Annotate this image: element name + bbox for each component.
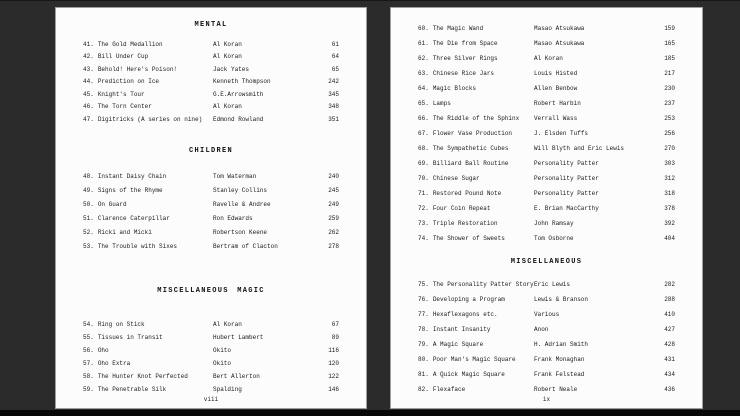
entry-author: Stanley Collins [213,187,268,194]
entry-title-cell [83,373,213,380]
entry-title-cell [83,116,213,123]
entry-number: 51. [83,215,94,222]
entry-title-cell [418,371,534,378]
entry-author: Personality Patter [534,190,599,197]
entry-number: 67. [418,130,429,137]
entry-title: The Sympathetic Cubes [432,145,509,152]
entry-number: 50. [83,201,94,208]
toc-entry [83,357,339,370]
entry-author: Ron Edwards [213,215,253,222]
entry-number: 57. [83,359,94,367]
entry-title-cell [418,386,534,393]
entry-title: Magic Blocks [432,85,477,92]
entry-page: 146 [328,385,339,393]
entry-number: 43. [83,65,94,73]
entry-title-cell [418,356,534,363]
entry-number: 72. [418,205,429,212]
entry-title: Flower Vase Production [432,130,513,137]
entry-title-cell [83,243,213,250]
entry-title-cell [83,229,213,236]
entry-author: Lewis & Branson [534,296,589,303]
entry-number: 75. [418,281,429,288]
toc-entry [418,367,675,382]
toc-entry [418,36,675,51]
entry-page: 404 [664,235,675,242]
entry-page: 253 [664,115,675,122]
section-heading: CHILDREN [188,146,233,155]
entry-title: Knight's Tour [97,90,145,98]
entry-title-cell [418,160,534,167]
page-content [56,8,366,396]
entry-page: 351 [328,115,339,123]
entry-author: Allen Benbow [534,85,578,92]
entry-title: The Personality Patter Story [432,281,534,288]
entry-author: Okito [213,346,232,354]
entry-title-cell [418,40,534,47]
section-heading: MENTAL [194,21,228,29]
entry-page: 392 [664,220,675,227]
entry-number: 63. [418,70,429,77]
toc-entry [83,344,339,357]
entry-author: Al Koran [213,103,242,111]
toc-entry [418,307,675,322]
entry-page: 312 [664,175,675,182]
entry-number: 41. [83,40,94,48]
entry-title-cell [83,78,213,85]
toc-entry [418,186,675,201]
entry-number: 60. [418,25,429,32]
entry-title-cell [418,296,534,303]
toc-section [418,21,675,246]
entry-author: Okito [213,359,232,367]
toc-entry [418,156,675,171]
entry-number: 66. [418,115,429,122]
entry-title: The Gold Medallion [97,40,163,48]
entry-title-cell [418,70,534,77]
entry-page: 159 [664,25,675,32]
entry-number: 62. [418,55,429,62]
section-heading: MISCELLANEOUS MAGIC [157,286,265,295]
toc-entry [83,170,339,184]
entry-author: Louis Histed [534,70,578,77]
entry-number: 68. [418,145,429,152]
entry-title-cell [418,235,534,242]
entry-number: 80. [418,356,429,363]
entry-title: Triple Restoration [432,220,498,227]
entry-number: 74. [418,235,429,242]
entry-title: Instant Daisy Chain [97,173,167,180]
entry-title: Behold! Here's Poison! [97,65,178,73]
entry-page: 165 [664,40,675,47]
entry-title-cell [418,115,534,122]
entry-number: 69. [418,160,429,167]
toc-entry [83,198,339,212]
entry-title: Clarence Caterpillar [97,215,170,222]
entry-title-cell [418,55,534,62]
entry-page: 122 [328,372,339,380]
toc-entry [418,21,675,36]
entry-title-cell [83,334,213,341]
entry-title: Oho Extra [97,359,131,367]
entry-page: 434 [664,371,675,378]
entry-author: Frank Felstead [534,371,585,378]
entry-number: 78. [418,326,429,333]
entry-title: Chinese Rice Jars [432,70,495,77]
entry-author: Bert Allerton [213,372,260,380]
entry-page: 237 [664,100,675,107]
entry-number: 54. [83,320,94,328]
toc-entry [83,370,339,383]
entry-page: 303 [664,160,675,167]
entry-title: On Guard [97,201,127,208]
entry-author: Jack Yates [213,65,250,73]
entry-author: Al Koran [213,320,242,328]
entry-number: 71. [418,190,429,197]
entry-title: Billiard Ball Routine [432,160,509,167]
page-content [391,8,702,397]
toc-entry [83,240,339,254]
entry-title-cell [83,173,213,180]
entry-author: Robert Harbin [534,100,581,107]
entry-page: 89 [331,333,339,341]
entry-page: 185 [664,55,675,62]
entry-number: 70. [418,175,429,182]
entry-number: 46. [83,103,94,111]
entry-page: 318 [664,190,675,197]
entry-title: Bill Under Cup [97,53,149,61]
top-edge-line [0,0,740,1]
entry-author: G.E.Arrowsmith [213,90,264,98]
entry-title-cell [83,41,213,48]
entry-author: Personality Patter [534,160,599,167]
entry-number: 76. [418,296,429,303]
entry-page: 431 [664,356,675,363]
entry-page: 262 [328,229,339,236]
entry-author: Ravelle & Andree [213,201,271,208]
entry-number: 65. [418,100,429,107]
entry-title: The Hunter Knot Perfected [97,372,188,380]
entry-author: John Ramsay [534,220,574,227]
entry-page: 120 [328,359,339,367]
entry-title-cell [418,311,534,318]
entry-title: Tissues in Transit [97,333,163,341]
toc-entry [418,231,675,246]
entry-page: 288 [664,296,675,303]
entry-author: Al Koran [213,40,242,48]
entry-number: 52. [83,229,94,236]
entry-page: 217 [664,70,675,77]
toc-section [83,287,339,396]
entry-number: 79. [418,341,429,348]
entry-title-cell [83,386,213,393]
toc-entry [83,88,339,101]
entry-title: Chinese Sugar [432,175,480,182]
entry-title-cell [418,85,534,92]
entry-title-cell [83,187,213,194]
entry-page: 278 [328,243,339,250]
entry-page: 242 [328,78,339,86]
entry-number: 53. [83,243,94,250]
entry-number: 48. [83,173,94,180]
entry-title-cell [418,130,534,137]
entry-number: 59. [83,385,94,393]
entry-page: 116 [328,346,339,354]
entry-page: 436 [664,386,675,393]
entry-title-cell [418,100,534,107]
entry-page: 245 [328,187,339,194]
entry-title: The Trouble with Sixes [97,243,178,250]
entry-page: 259 [328,215,339,222]
entry-page: 65 [331,65,339,73]
entry-title: The Magic Wand [432,25,484,32]
entry-page: 230 [664,85,675,92]
entry-author: Edmond Rowland [213,115,264,123]
entry-number: 44. [83,78,94,86]
entry-number: 49. [83,187,94,194]
entry-author: Tom Waterman [213,173,257,180]
entry-author: Al Koran [213,53,242,61]
toc-entry [83,331,339,344]
entry-author: Masao Atsukawa [534,25,585,32]
toc-section [83,21,339,126]
entry-title: Signs of the Rhyme [97,187,163,194]
toc-entry [418,322,675,337]
toc-entry [418,201,675,216]
entry-number: 55. [83,333,94,341]
entry-title-cell [83,91,213,98]
toc-entry [418,126,675,141]
entry-title-cell [83,215,213,222]
entry-title: Ring on Stick [97,320,145,328]
entry-page: 270 [664,145,675,152]
toc-entry [83,38,339,51]
toc-entry [83,63,339,76]
entry-title: The Shower of Sweets [432,235,505,242]
entry-author: Kenneth Thompson [213,78,271,86]
entry-author: Robert Neale [534,386,578,393]
entry-number: 77. [418,311,429,318]
entry-author: Al Koran [534,55,563,62]
entry-number: 73. [418,220,429,227]
entry-number: 42. [83,53,94,61]
entry-title: Ricki and Micki [97,229,152,236]
entry-title-cell [418,190,534,197]
entry-number: 61. [418,40,429,47]
entry-author: Bertram of Clacton [213,243,278,250]
entry-title-cell [83,66,213,73]
entry-title: A Quick Magic Square [432,371,505,378]
toc-entry [418,382,675,397]
entry-title-cell [418,25,534,32]
entry-author: E. Brian MacCarthy [534,205,599,212]
entry-author: Eric Lewis [534,281,571,288]
toc-entry [83,184,339,198]
entry-page: 256 [664,130,675,137]
toc-entry [83,383,339,396]
entry-title-cell [83,53,213,60]
toc-entry [83,113,339,126]
toc-entry [418,51,675,66]
toc-section [83,147,339,254]
toc-section [418,258,675,397]
toc-entry [83,101,339,114]
entry-author: Masao Atsukawa [534,40,585,47]
entry-title-cell [83,321,213,328]
entry-title: Four Coin Repeat [432,205,491,212]
entry-title: Prediction on Ice [97,78,160,86]
entry-title: The Torn Center [97,103,152,111]
entry-number: 45. [83,90,94,98]
toc-entry [418,171,675,186]
section-heading: MISCELLANEOUS [510,258,583,266]
entry-title: Three Silver Rings [432,55,498,62]
entry-author: Tom Osborne [534,235,574,242]
entry-author: Frank Monaghan [534,356,585,363]
entry-title-cell [418,145,534,152]
entry-title-cell [418,220,534,227]
entry-author: Will Blyth and Eric Lewis [534,145,625,152]
entry-page: 378 [664,205,675,212]
entry-page: 282 [664,281,675,288]
entry-author: Spalding [213,385,242,393]
entry-title: Restored Pound Note [432,190,502,197]
entry-page: 240 [328,173,339,180]
entry-author: J. Elsden Tuffs [534,130,589,137]
entry-title: Oho [97,346,109,354]
toc-entry [83,318,339,331]
toc-entry [83,51,339,64]
page-folio: viii [203,396,219,403]
bottom-bar [0,410,740,416]
entry-page: 61 [331,40,339,48]
entry-title: Developing a Program [432,296,505,303]
entry-author: Robertson Keene [213,229,268,236]
entry-title: Digitricks (A series on nine) [97,115,203,123]
entry-number: 56. [83,346,94,354]
entry-page: 64 [331,53,339,61]
entry-title-cell [83,103,213,110]
entry-author: Personality Patter [534,175,599,182]
entry-page: 410 [664,311,675,318]
entry-number: 82. [418,386,429,393]
entry-page: 428 [664,341,675,348]
toc-entry [418,81,675,96]
entry-title: A Magic Square [432,341,484,348]
entry-page: 345 [328,90,339,98]
entry-title: The Penetrable Silk [97,385,167,393]
entry-author: H. Adrian Smith [534,341,589,348]
toc-entry [418,66,675,81]
toc-entry [418,352,675,367]
entry-page: 427 [664,326,675,333]
entry-author: Verrall Wass [534,115,578,122]
entry-title: The Die from Space [432,40,498,47]
entry-number: 58. [83,372,94,380]
entry-author: Hubert Lambert [213,333,264,341]
entry-title: Poor Man's Magic Square [432,356,516,363]
book-page-left [55,7,367,409]
toc-entry [418,111,675,126]
entry-number: 47. [83,115,94,123]
entry-title-cell [83,347,213,354]
entry-page: 67 [331,320,339,328]
book-page-right [390,7,703,409]
entry-author: Various [534,311,560,318]
entry-title-cell [418,175,534,182]
toc-entry [83,76,339,89]
toc-entry [418,337,675,352]
entry-title-cell [418,326,534,333]
toc-entry [418,96,675,111]
entry-title: Instant Insanity [432,326,491,333]
toc-entry [418,216,675,231]
toc-entry [83,212,339,226]
entry-title: Flexaface [432,386,466,393]
entry-title-cell [83,201,213,208]
entry-title-cell [418,281,534,288]
entry-title: The Riddle of the Sphinx [432,115,520,122]
entry-title-cell [418,341,534,348]
entry-title: Hexaflexagons etc. [432,311,498,318]
entry-title-cell [83,360,213,367]
entry-page: 249 [328,201,339,208]
entry-title-cell [418,205,534,212]
entry-number: 64. [418,85,429,92]
toc-entry [418,277,675,292]
entry-title: Lamps [432,100,451,107]
toc-entry [418,292,675,307]
entry-author: Anon [534,326,549,333]
entry-number: 81. [418,371,429,378]
toc-entry [418,141,675,156]
entry-page: 348 [328,103,339,111]
toc-entry [83,226,339,240]
page-folio: ix [542,396,551,403]
book-spread [55,7,703,409]
